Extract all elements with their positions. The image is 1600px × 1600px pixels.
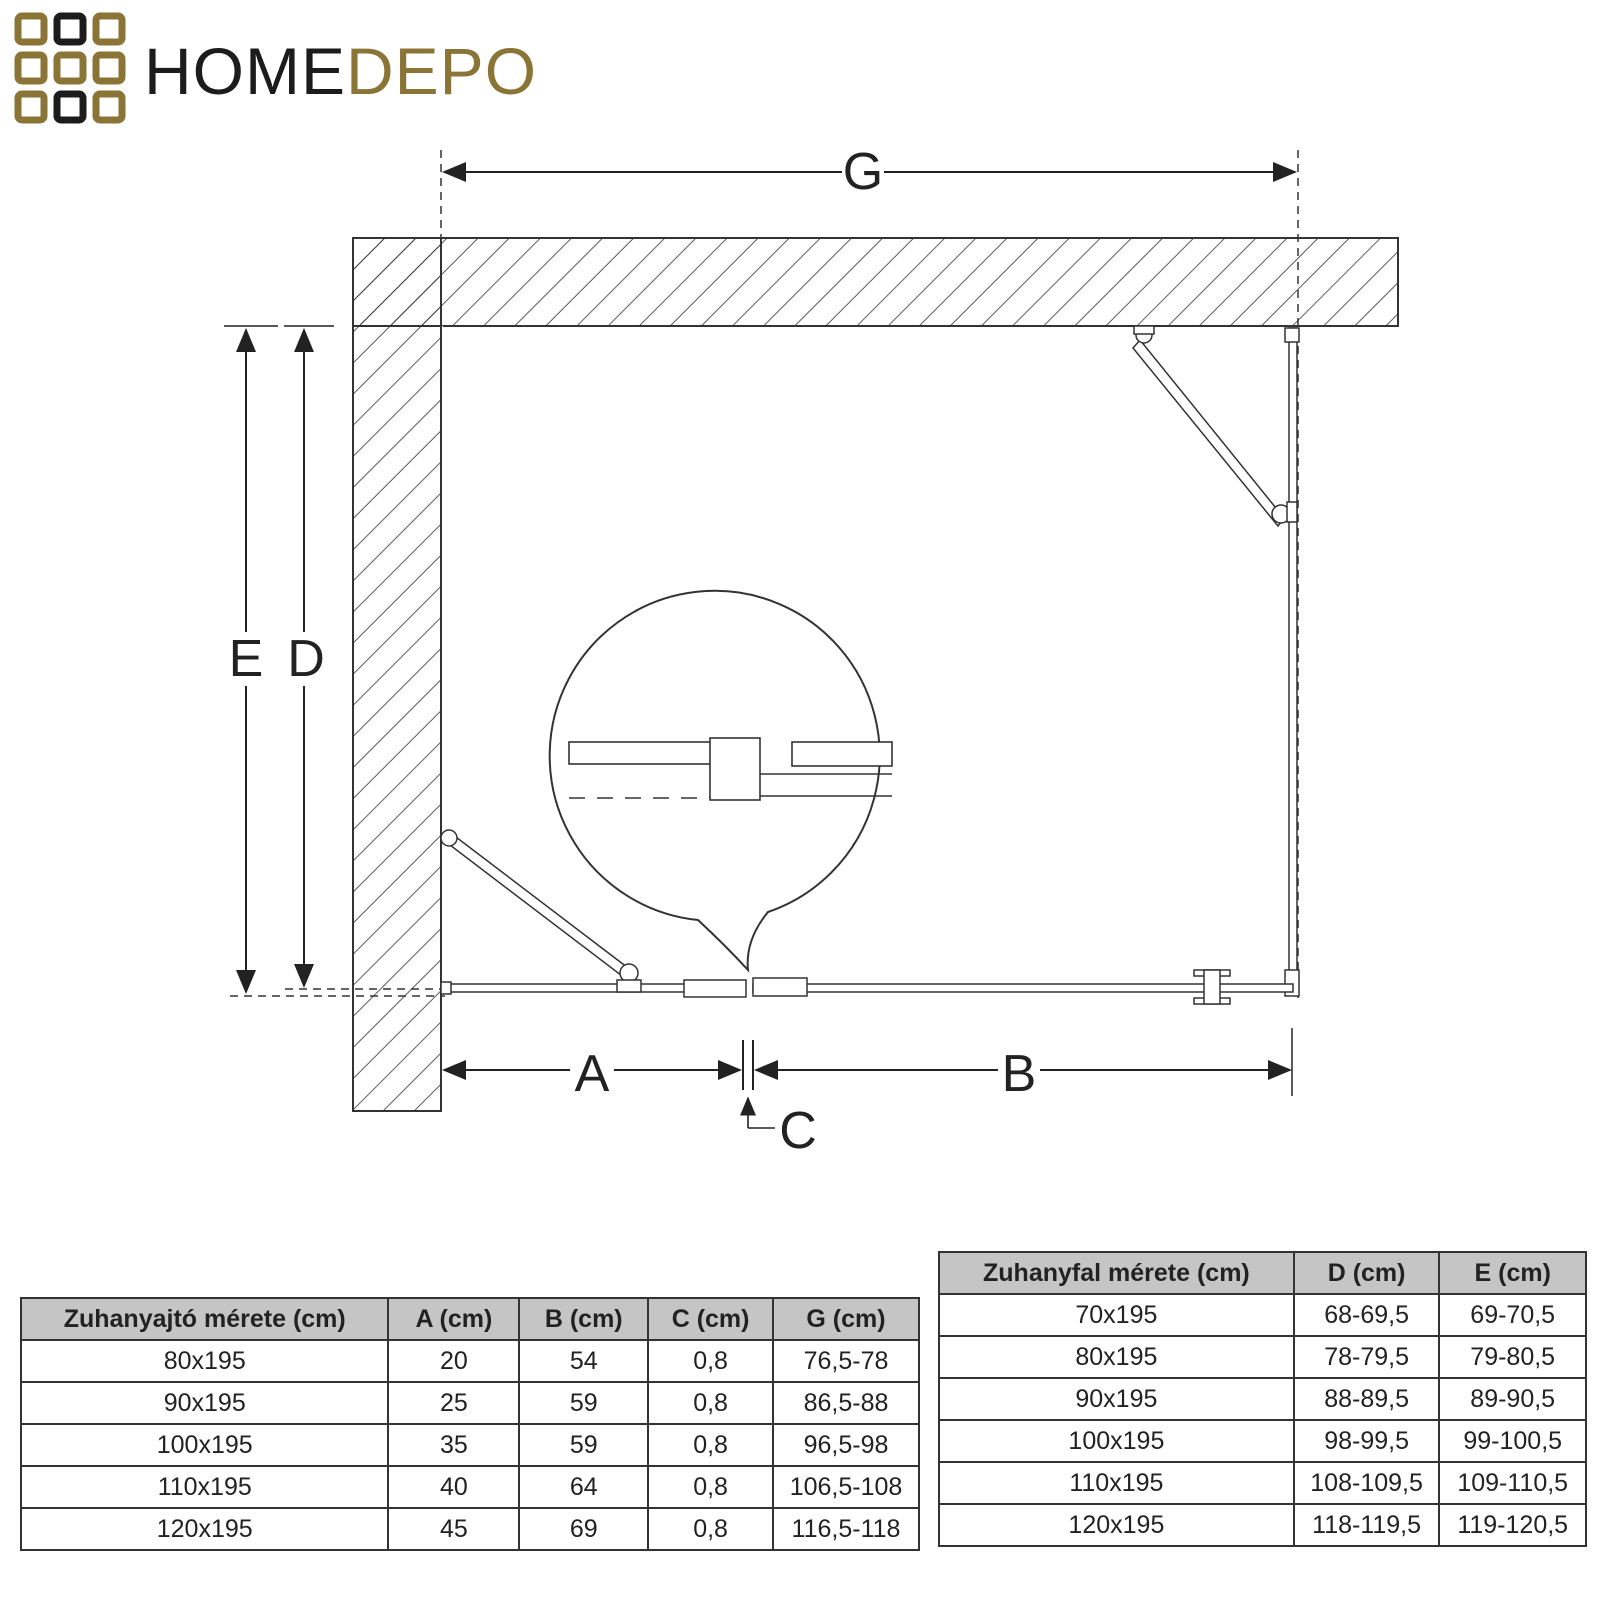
wall-size-table: [938, 1251, 1587, 1547]
table-cell: 45: [388, 1508, 519, 1550]
dimension-label-b: B: [1001, 1045, 1037, 1103]
front-panels: [441, 830, 1293, 1004]
table-cell: 90x195: [21, 1382, 388, 1424]
table-cell: 40: [388, 1466, 519, 1508]
table-cell: 110x195: [939, 1462, 1294, 1504]
table-cell: 76,5-78: [773, 1340, 919, 1382]
table-cell: 0,8: [648, 1340, 773, 1382]
table-cell: 90x195: [939, 1378, 1294, 1420]
table-cell: 68-69,5: [1294, 1294, 1440, 1336]
wall-top: [353, 238, 1398, 326]
table-row: [21, 1508, 919, 1550]
table-row: [939, 1420, 1586, 1462]
side-panel: [1133, 326, 1299, 996]
table-cell: 100x195: [21, 1424, 388, 1466]
table-cell: 69-70,5: [1439, 1294, 1586, 1336]
table-cell: 96,5-98: [773, 1424, 919, 1466]
table-cell: 120x195: [21, 1508, 388, 1550]
table-cell: 100x195: [939, 1420, 1294, 1462]
dimension-label-c: C: [779, 1102, 817, 1160]
dimension-label-e: E: [228, 630, 264, 688]
dimension-label-d: D: [287, 630, 325, 688]
table-cell: 79-80,5: [1439, 1336, 1586, 1378]
dimension-d: [284, 326, 334, 986]
dimension-b: [756, 1028, 1292, 1103]
table-cell: 116,5-118: [773, 1508, 919, 1550]
table-cell: 89-90,5: [1439, 1378, 1586, 1420]
table-row: [939, 1378, 1586, 1420]
table-cell: 70x195: [939, 1294, 1294, 1336]
table-cell: 86,5-88: [773, 1382, 919, 1424]
table-row: [939, 1504, 1586, 1546]
table-row: [21, 1466, 919, 1508]
dimension-g: [444, 143, 1295, 201]
table-cell: 88-89,5: [1294, 1378, 1440, 1420]
table-cell: 106,5-108: [773, 1466, 919, 1508]
table-cell: 110x195: [21, 1466, 388, 1508]
table-cell: 59: [519, 1382, 648, 1424]
door-table-header: C (cm): [648, 1298, 773, 1340]
table-cell: 118-119,5: [1294, 1504, 1440, 1546]
door-table-header: Zuhanyajtó mérete (cm): [21, 1298, 388, 1340]
dimension-e: [224, 326, 278, 992]
table-cell: 98-99,5: [1294, 1420, 1440, 1462]
table-row: [939, 1294, 1586, 1336]
table-cell: 0,8: [648, 1466, 773, 1508]
table-cell: 109-110,5: [1439, 1462, 1586, 1504]
table-cell: 120x195: [939, 1504, 1294, 1546]
wall-table-header: Zuhanyfal mérete (cm): [939, 1252, 1294, 1294]
brand-name-home: HOME: [144, 34, 346, 108]
door-table-header-row: [21, 1298, 919, 1340]
table-row: [939, 1462, 1586, 1504]
table-cell: 80x195: [21, 1340, 388, 1382]
table-cell: 69: [519, 1508, 648, 1550]
wall-table-header: D (cm): [1294, 1252, 1440, 1294]
table-row: [21, 1382, 919, 1424]
table-cell: 35: [388, 1424, 519, 1466]
table-cell: 0,8: [648, 1424, 773, 1466]
door-table-header: A (cm): [388, 1298, 519, 1340]
dimension-a: [444, 1045, 740, 1103]
wall-left: [353, 238, 443, 1111]
table-cell: 59: [519, 1424, 648, 1466]
wall-table-header-row: [939, 1252, 1586, 1294]
dimension-label-g: G: [842, 143, 884, 201]
table-cell: 25: [388, 1382, 519, 1424]
table-row: [21, 1340, 919, 1382]
table-cell: 64: [519, 1466, 648, 1508]
dimension-label-a: A: [574, 1045, 610, 1103]
table-cell: 99-100,5: [1439, 1420, 1586, 1462]
door-size-table: [20, 1297, 920, 1551]
table-row: [939, 1336, 1586, 1378]
table-cell: 0,8: [648, 1382, 773, 1424]
brand-name-depo: DEPO: [346, 34, 538, 108]
wall-table-header: E (cm): [1439, 1252, 1586, 1294]
table-cell: 54: [519, 1340, 648, 1382]
table-cell: 108-109,5: [1294, 1462, 1440, 1504]
door-table-header: G (cm): [773, 1298, 919, 1340]
table-cell: 0,8: [648, 1508, 773, 1550]
dimension-c: [743, 1040, 817, 1160]
table-cell: 119-120,5: [1439, 1504, 1586, 1546]
table-cell: 80x195: [939, 1336, 1294, 1378]
table-cell: 20: [388, 1340, 519, 1382]
table-row: [21, 1424, 919, 1466]
table-cell: 78-79,5: [1294, 1336, 1440, 1378]
door-table-header: B (cm): [519, 1298, 648, 1340]
detail-callout: [550, 591, 892, 970]
